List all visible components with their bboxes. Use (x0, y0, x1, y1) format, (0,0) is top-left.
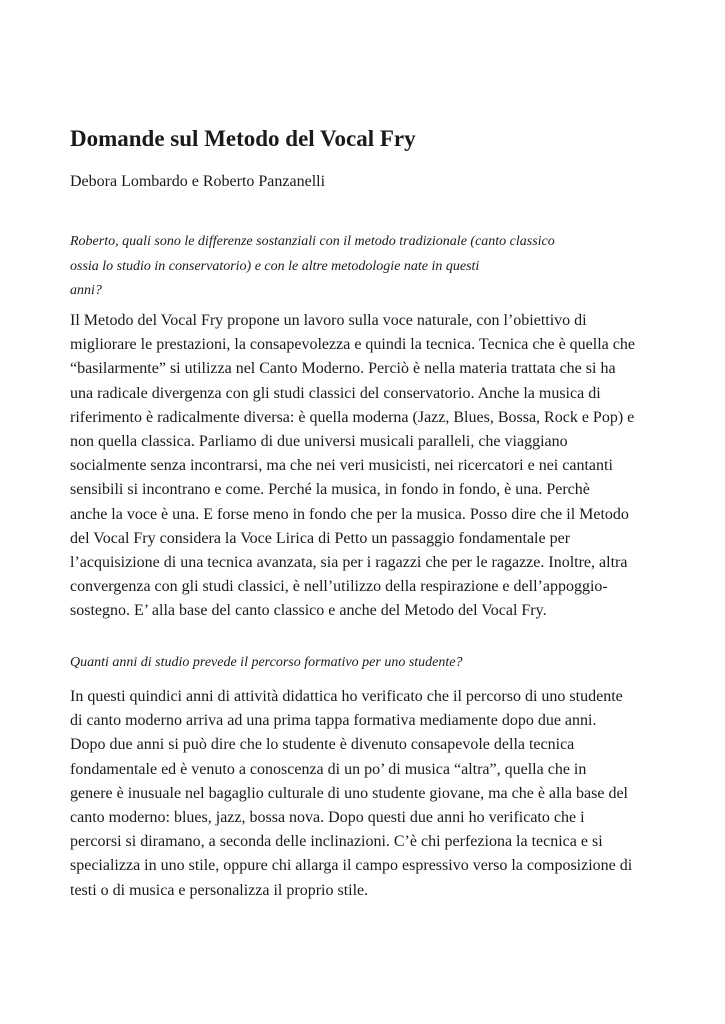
question-2-line: Quanti anni di studio prevede il percorso formativo per uno studente? (70, 655, 463, 670)
answer-1-line: sensibili si incontrano e come. Perché la musica, in fondo in fondo, è una. Perchè (70, 481, 590, 499)
answer-2-line: testi o di musica e personalizza il proprio stile. (70, 881, 369, 899)
answer-1-line: una radicale divergenza con gli studi classici del conservatorio. Anche la musica di (70, 384, 601, 402)
answer-1-line: del Vocal Fry considera la Voce Lirica di Petto un passaggio fondamentale per (70, 529, 571, 547)
answer-2-line: percorsi si diramano, a seconda delle inclinazioni. C’è chi perfeziona la tecnica e si (70, 833, 603, 851)
answer-1-line: Il Metodo del Vocal Fry propone un lavoro sulla voce naturale, con l’obiettivo di (70, 312, 587, 329)
answer-1-line: l’acquisizione di una tecnica avanzata, sia per i ragazzi che per le ragazze. Inoltre, altra (70, 554, 628, 572)
document-title: Domande sul Metodo del Vocal Fry (70, 126, 416, 151)
answer-2-line: genere è inusuale nel bagaglio culturale di uno studente giovane, ma che è alla base del (70, 784, 628, 802)
answer-2 (70, 685, 660, 903)
answer-2-line: fondamentale ed è venuto a conoscenza di un po’ di musica “altra”, quella che in (70, 760, 587, 778)
answer-2-line: canto moderno: blues, jazz, bossa nova. Dopo questi due anni ho verificato che i (70, 809, 585, 827)
answer-1-line: convergenza con gli studi classici, è nell’utilizzo della respirazione e dell’appoggio- (70, 578, 608, 596)
answer-2-line: specializza in uno stile, oppure chi allarga il campo espressivo verso la composizione di (70, 857, 633, 875)
answer-1-line: migliorare le prestazioni, la consapevolezza e quindi la tecnica. Tecnica che è quella che (70, 336, 635, 354)
question-1-line: ossia lo studio in conservatorio) e con le altre metodologie nate in questi (70, 258, 480, 274)
question-1-line: Roberto, quali sono le differenze sostanziali con il metodo tradizionale (canto classico (70, 234, 555, 249)
question-1-line: anni? (70, 283, 102, 298)
answer-1-line: non quella classica. Parliamo di due universi musicali paralleli, che viaggiano (70, 433, 568, 451)
answer-1-line: anche la voce è una. E forse meno in fondo che per la musica. Posso dire che il Metodo (70, 505, 629, 523)
answer-1 (70, 309, 660, 624)
answer-2-line: Dopo due anni si può dire che lo studente è divenuto consapevole della tecnica (70, 736, 575, 754)
answer-1-line: socialmente senza incontrarsi, ma che nei veri musicisti, nei ricercatori e nei cantanti (70, 457, 613, 475)
question-1 (70, 230, 555, 304)
document-authors: Debora Lombardo e Roberto Panzanelli (70, 173, 326, 190)
answer-1-line: “basilarmente” si utilizza nel Canto Moderno. Perciò è nella materia trattata che si ha (70, 360, 616, 378)
answer-1-line: riferimento è radicalmente diversa: è quella moderna (Jazz, Blues, Bossa, Rock e Pop) e (70, 408, 635, 426)
answer-2-line: In questi quindici anni di attività didattica ho verificato che il percorso di uno studente (70, 688, 623, 705)
answer-1-line: sostegno. E’ alla base del canto classico e anche del Metodo del Vocal Fry. (70, 602, 547, 620)
answer-2-line: di canto moderno arriva ad una prima tappa formativa mediamente dopo due anni. (70, 712, 597, 730)
question-2 (70, 651, 660, 676)
